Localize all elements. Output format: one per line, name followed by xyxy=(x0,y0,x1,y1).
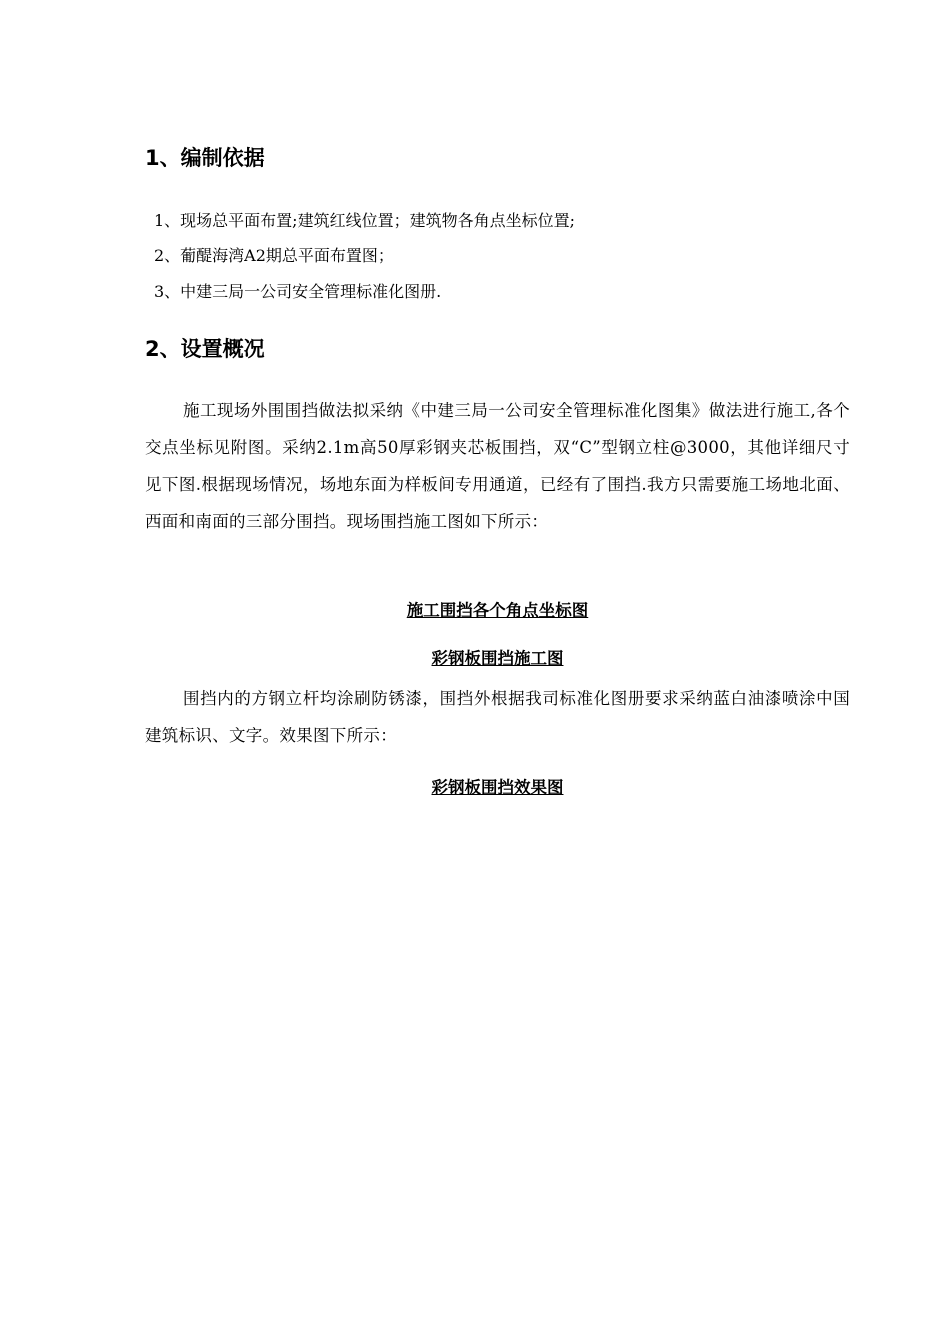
caption-effect-drawing: 彩钢板围挡效果图 xyxy=(431,778,564,797)
section-1-heading: 1、编制依据 xyxy=(145,146,265,170)
basis-item-2: 2、葡醍海湾A2期总平面布置图； xyxy=(154,246,394,265)
basis-item-3: 3、中建三局一公司安全管理标准化图册. xyxy=(154,282,442,301)
basis-item-1: 1、现场总平面布置;建筑红线位置；建筑物各角点坐标位置; xyxy=(154,211,575,230)
section-2-heading: 2、设置概况 xyxy=(145,337,265,361)
caption-construction-drawing: 彩钢板围挡施工图 xyxy=(431,649,564,668)
overview-paragraph: 施工现场外围围挡做法拟采纳《中建三局一公司安全管理标准化图集》做法进行施工,各个交点坐标见附图。采纳2.1m高50厚彩钢夹芯板围挡，双“C”型钢立柱@3000，其他详细尺寸见下图.根据现场情况，场地东面为样板间专用通道，已经有了围挡.我方只需要施工场地北面、西面和南面的三部分围挡。现场围挡施工图如下所示： xyxy=(145,401,850,531)
caption-corner-coordinates: 施工围挡各个角点坐标图 xyxy=(406,601,589,620)
painting-paragraph: 围挡内的方钢立杆均涂刷防锈漆，围挡外根据我司标准化图册要求采纳蓝白油漆喷涂中国建筑标识、文字。效果图下所示： xyxy=(145,689,850,745)
